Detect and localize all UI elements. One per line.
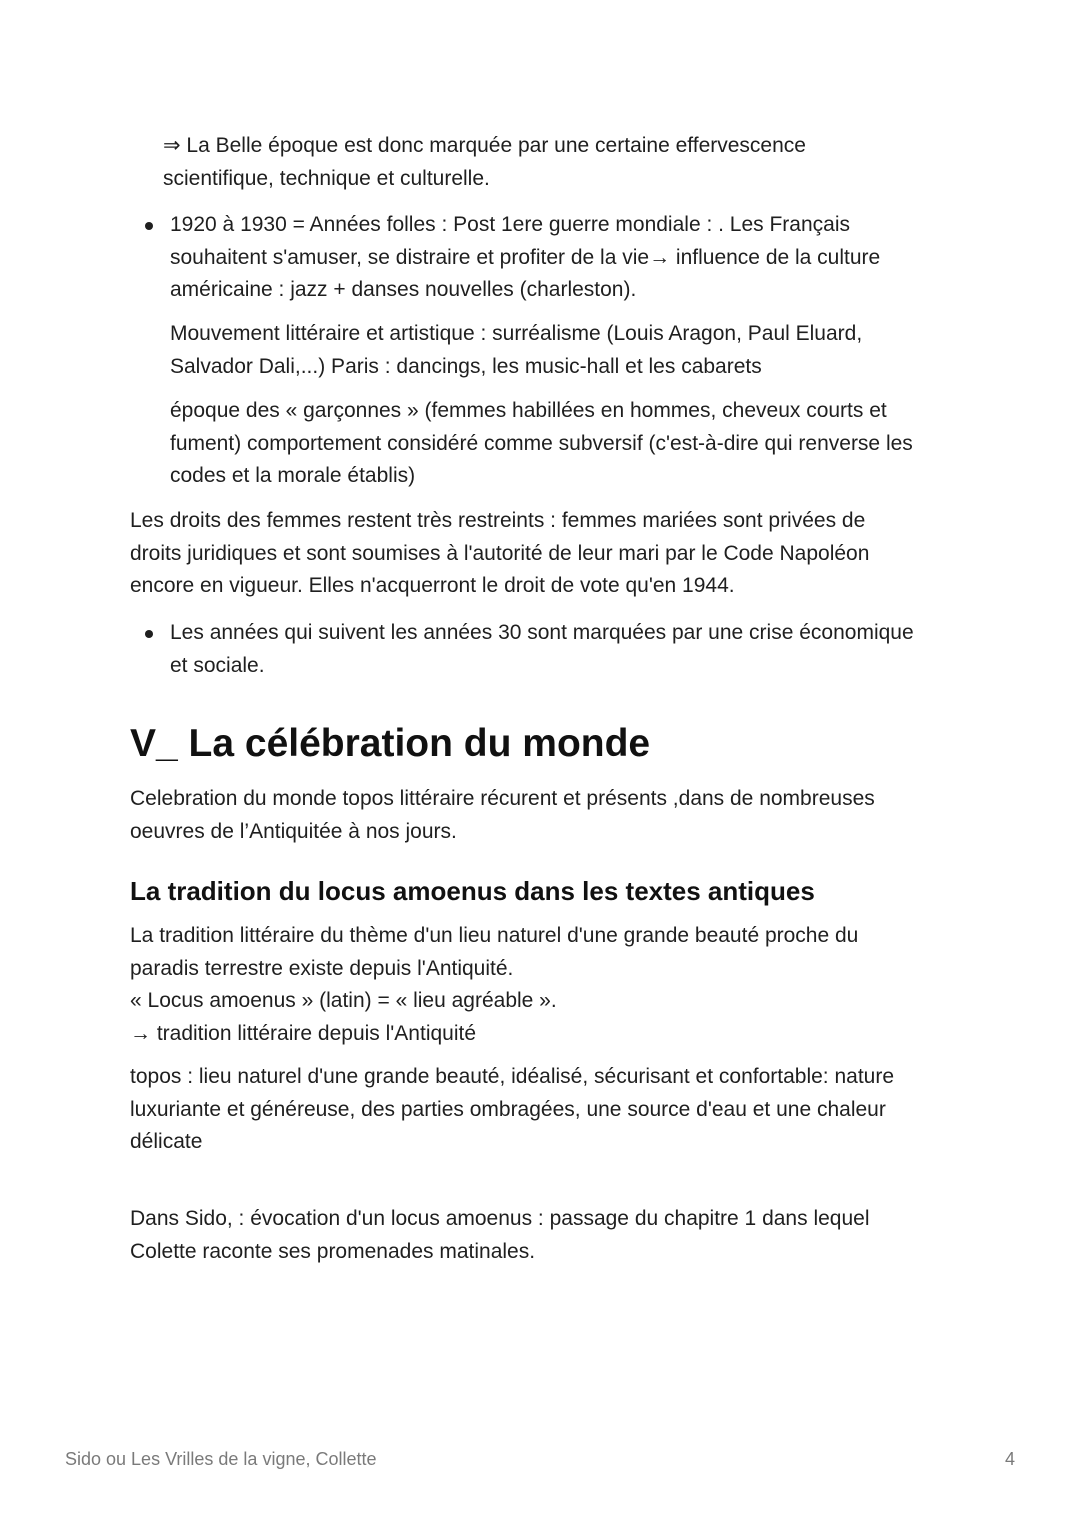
bullet-dot-icon	[145, 630, 153, 638]
text-line: Les années qui suivent les années 30 sont marquées par une crise économique	[170, 621, 914, 644]
text-line: topos : lieu naturel d'une grande beauté, idéalisé, sécurisant et confortable: nature	[130, 1065, 895, 1088]
text-line: et sociale.	[170, 653, 265, 677]
bullet-dot-icon	[145, 222, 153, 230]
text-line: souhaitent s'amuser, se distraire et profiter de la vie→ influence de la culture	[170, 245, 881, 269]
text-line: Colette raconte ses promenades matinales.	[130, 1239, 536, 1263]
text-line: codes et la morale établis)	[170, 464, 416, 487]
topos-paragraph	[130, 1061, 894, 1159]
text-line: fument) comportement considéré comme subversif (c'est-à-dire qui renverse les	[170, 431, 913, 455]
bullet-item-annees-folles	[170, 209, 880, 307]
bullet-subparagraph-garconnes	[170, 395, 913, 493]
text-line: Les droits des femmes restent très restreints : femmes mariées sont privées de	[130, 509, 866, 532]
text-line: paradis terrestre existe depuis l'Antiquité.	[130, 956, 514, 980]
womens-rights-paragraph	[130, 505, 869, 603]
text-line: Salvador Dali,...) Paris : dancings, les music-hall et les cabarets	[170, 354, 762, 378]
text-line: 1920 à 1930 = Années folles : Post 1ere guerre mondiale : . Les Français	[170, 213, 851, 236]
subsection-heading: La tradition du locus amoenus dans les textes antiques	[130, 876, 815, 906]
text-line: américaine : jazz + danses nouvelles (charleston).	[170, 278, 637, 301]
text-line: Celebration du monde topos littéraire récurent et présents ,dans de nombreuses	[130, 787, 875, 810]
text-line: époque des « garçonnes » (femmes habillées en hommes, cheveux courts et	[170, 399, 887, 422]
text-line: luxuriante et généreuse, des parties ombragées, une source d'eau et une chaleur	[130, 1097, 886, 1121]
section-heading: V_ La célébration du monde	[130, 722, 651, 765]
bullet-subparagraph-surrealisme	[170, 318, 862, 383]
text-line: Dans Sido, : évocation d'un locus amoenus : passage du chapitre 1 dans lequel	[130, 1207, 870, 1230]
text-line: encore en vigueur. Elles n'acquerront le droit de vote qu'en 1944.	[130, 574, 735, 597]
text-line: → tradition littéraire depuis l'Antiquité	[130, 1021, 477, 1045]
text-line: droits juridiques et sont soumises à l'autorité de leur mari par le Code Napoléon	[130, 541, 870, 565]
text-line: ⇒ La Belle époque est donc marquée par une certaine effervescence	[163, 134, 806, 157]
text-line: Mouvement littéraire et artistique : surréalisme (Louis Aragon, Paul Eluard,	[170, 322, 863, 345]
text-line: oeuvres de l’Antiquitée à nos jours.	[130, 819, 457, 843]
text-line: scientifique, technique et culturelle.	[163, 166, 490, 190]
text-line: La tradition littéraire du thème d'un lieu naturel d'une grande beauté proche du	[130, 924, 859, 947]
footer-title: Sido ou Les Vrilles de la vigne, Collette	[65, 1449, 377, 1469]
text-line: « Locus amoenus » (latin) = « lieu agréable ».	[130, 989, 557, 1012]
bullet-item-crise	[170, 617, 914, 682]
page-number: 4	[1004, 1449, 1015, 1469]
section-intro-paragraph	[130, 783, 875, 848]
intro-paragraph	[163, 130, 806, 195]
text-line: délicate	[130, 1130, 203, 1153]
locus-amoenus-paragraph	[130, 920, 858, 1050]
sido-paragraph	[130, 1203, 870, 1268]
